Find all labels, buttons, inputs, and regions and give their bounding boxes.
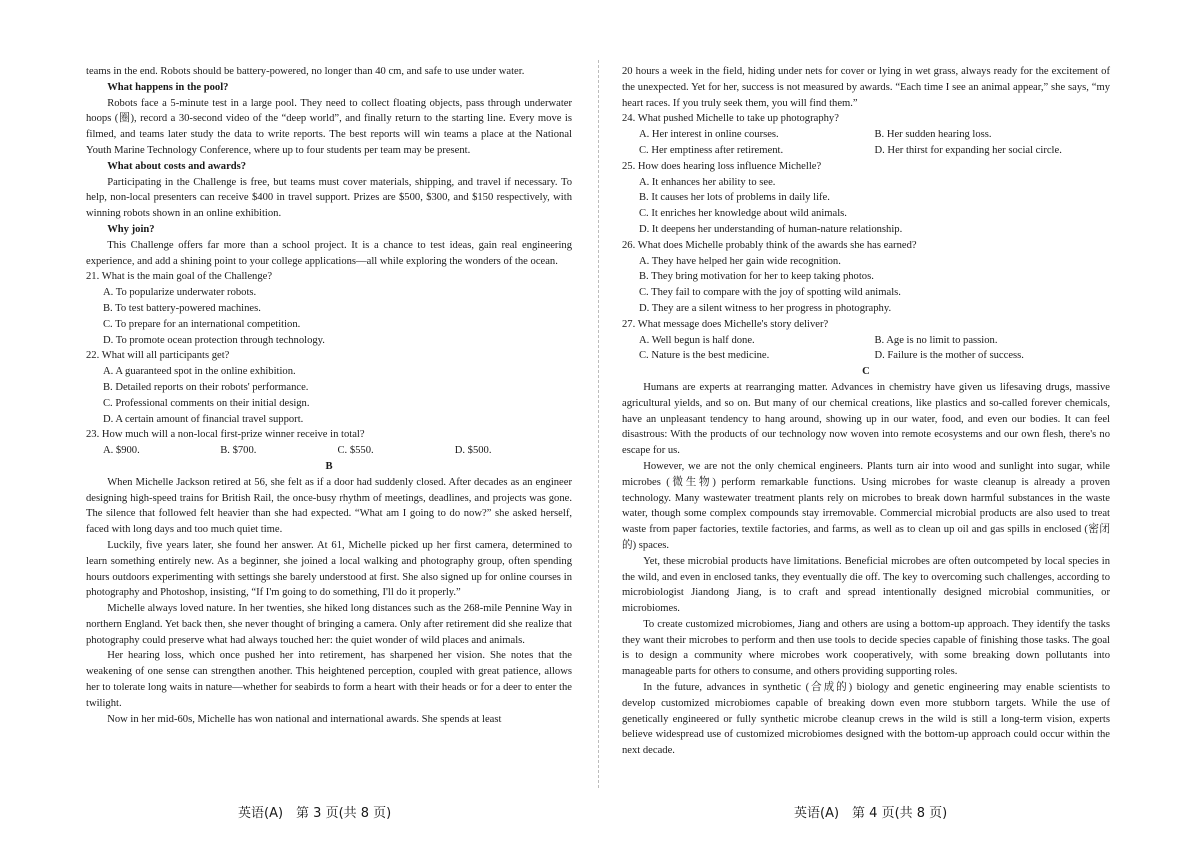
section-heading: What happens in the pool? — [107, 81, 229, 93]
option: C. To prepare for an international competition. — [102, 318, 301, 330]
option: C. $550. — [337, 445, 374, 457]
options-row — [622, 333, 1110, 349]
option: D. To promote ocean protection through technology. — [102, 334, 325, 346]
paragraph: Michelle always loved nature. In her twenties, she hiked long distances such as the 268-mile Pennine Way in northern England. Yet back then, she never thought of bringing a camera. Only after retirement did she realize that photography could preserve what had always touched her: the quiet wonder of wild places and animals. — [86, 603, 572, 646]
paragraph: Participating in the Challenge is free, but teams must cover materials, shipping, and travel if necessary. To help, non-local presenters can receive $400 in travel support. Prizes are $500, $300, and $150 respectively, with winning robots shown in an online exhibition. — [86, 176, 572, 220]
paragraph: Now in her mid-60s, Michelle has won national and international awards. She spends at least — [107, 713, 502, 725]
option: C. Nature is the best medicine. — [638, 350, 770, 362]
option: D. A certain amount of financial travel support. — [102, 413, 304, 425]
option: B. Age is no limit to passion. — [874, 334, 998, 346]
option: D. They are a silent witness to her progress in photography. — [638, 302, 892, 314]
option: C. They fail to compare with the joy of spotting wild animals. — [638, 287, 901, 299]
paragraph: Robots face a 5-minute test in a large pool. They need to collect floating objects, pass through underwater hoops (圈), record a 30-second video of the “deep world”, and finally return to the starting line. Every move is filmed, and teams later study the data to write reports. The best reports will win teams a place at the National Youth Marine Technology Conference, where up to four students per team may be present. — [86, 97, 572, 156]
section-c-label: C — [862, 366, 870, 378]
paragraph: This Challenge offers far more than a school project. It is a chance to test ideas, gain real engineering experience, and add a shining point to your college applications—all while exploring the wonders of the ocean. — [86, 239, 572, 267]
page-3-column — [86, 64, 572, 727]
option: A. A guaranteed spot in the online exhibition. — [102, 366, 296, 378]
options-row — [622, 348, 1110, 364]
question-23: 23. How much will a non-local first-prize winner receive in total? — [86, 429, 365, 441]
option: D. It deepens her understanding of human-nature relationship. — [638, 223, 903, 235]
page-divider — [598, 60, 599, 788]
paragraph: 20 hours a week in the field, hiding under nets for cover or lying in wet grass, always ready for the excitement of the unexpected. Yet for her, success is not measured by awards. “Each time I see an animal appear,” she says, “my heart races. If you truly seek them, you will find them.” — [622, 66, 1110, 109]
question-22: 22. What will all participants get? — [86, 350, 230, 362]
option: A. Well begun is half done. — [638, 334, 755, 346]
question-24: 24. What pushed Michelle to take up photography? — [622, 113, 839, 125]
option: A. To popularize underwater robots. — [102, 287, 257, 299]
paragraph: In the future, advances in synthetic (合成的) biology and genetic engineering may enable scientists to develop customized microbiomes capable of breaking down even more stubborn targets. While the use of genetically engineered or fully synthetic microbe cleanup crews in the wild is still a long-term vision, experts believe widespread use of customized microbiomes designed with the bottom-up approach could occur within the next decade. — [622, 682, 1110, 757]
option: C. Her emptiness after retirement. — [638, 144, 784, 156]
section-b-label: B — [325, 460, 333, 472]
options-row — [622, 143, 1110, 159]
option: B. They bring motivation for her to keep taking photos. — [638, 271, 874, 283]
question-27: 27. What message does Michelle's story deliver? — [622, 318, 829, 330]
paragraph: Humans are experts at rearranging matter. Advances in chemistry have given us lifesaving drugs, massive agricultural yields, and so on. But many of our chemical creations, like plastics and so-called forever chemicals, have an unpleasant tendency to hang around, showing up in our water, food, and even our bodies. It can feel disastrous: With the products of our technology now woven into remote ecosystems and our own flesh, there's no escape for us. — [622, 381, 1110, 457]
option: B. Detailed reports on their robots' performance. — [102, 381, 309, 393]
paragraph: When Michelle Jackson retired at 56, she felt as if a door had suddenly closed. After decades as an engineer designing high-speed trains for British Rail, the once-busy rhythm of meetings, deadlines, and projects was gone. The silence that followed felt heavier than she had expected. “What am I going to do now?” she asked herself, faced with long days and too much quiet time. — [86, 476, 572, 536]
options-row — [622, 127, 1110, 143]
paragraph: teams in the end. Robots should be battery-powered, no longer than 40 cm, and safe to use under water. — [86, 66, 525, 77]
option: D. $500. — [454, 445, 492, 457]
option: B. To test battery-powered machines. — [102, 302, 261, 314]
option: C. It enriches her knowledge about wild animals. — [638, 208, 847, 220]
option: A. Her interest in online courses. — [638, 129, 779, 141]
paragraph: To create customized microbiomes, Jiang and others are using a bottom-up approach. They identify the tasks they want their microbes to perform and then use tools to decide species capable of finishing those tasks. The goal is to design a community where microbes work cooperatively, with some breaking down pollutants into manageable parts for others to consume, and others providing supporting roles. — [622, 618, 1110, 678]
page-footer-4: 英语(A) 第 4 页(共 8 页) — [794, 806, 948, 821]
option: B. $700. — [220, 445, 257, 457]
section-heading: What about costs and awards? — [107, 160, 247, 172]
question-25: 25. How does hearing loss influence Michelle? — [622, 160, 822, 172]
section-heading: Why join? — [107, 223, 155, 235]
option: A. $900. — [102, 445, 140, 457]
paragraph: Yet, these microbial products have limitations. Beneficial microbes are often outcompeted by local species in the wild, and even in enclosed tanks, they eventually die off. The key to overcoming such challenges, according to microbiologist Jiandong Jiang, is to craft and spread intentionally designed microbial communities, or microbiomes. — [622, 555, 1110, 615]
paragraph: Luckily, five years later, she found her answer. At 61, Michelle picked up her first camera, determined to learn something entirely new. As a beginner, she joined a local walking and photography group, often spending hours outdoors experimenting with settings she barely understood at first. She also signed up for online courses in photography and Photoshop, insisting, “If I'm going to do something, I'll do it properly.” — [86, 539, 572, 599]
option: C. Professional comments on their initial design. — [102, 397, 310, 409]
option: D. Failure is the mother of success. — [874, 350, 1024, 362]
option: D. Her thirst for expanding her social circle. — [874, 144, 1062, 156]
question-21: 21. What is the main goal of the Challenge? — [86, 271, 273, 283]
option: B. Her sudden hearing loss. — [874, 129, 992, 141]
question-26: 26. What does Michelle probably think of the awards she has earned? — [622, 239, 917, 251]
paragraph: However, we are not the only chemical engineers. Plants turn air into wood and sunlight into sugar, while microbes (微生物) perform remarkable functions. Using microbes for waste cleanup is already a proven technology. Many wastewater treatment plants rely on microbes to break down harmful substances in the waste water, though some complex compounds stay irremovable. Commercial microbial products are also used to treat waste from paper factories, textile factories, and farms, as well as to clean up oil and gas spills in enclosed (密闭的) spaces. — [622, 460, 1110, 551]
page-footer-3: 英语(A) 第 3 页(共 8 页) — [238, 806, 392, 821]
paragraph: Her hearing loss, which once pushed her into retirement, has sharpened her vision. She notes that the weakening of one sense can strengthen another. This heightened perception, coupled with great patience, allows her to tolerate long waits in nature—whether for seabirds to form a heart with their heads or for a deer to enter the twilight. — [86, 650, 572, 709]
option: A. It enhances her ability to see. — [638, 176, 776, 188]
options-row — [86, 443, 572, 459]
option: B. It causes her lots of problems in daily life. — [638, 192, 830, 204]
page-4-column — [622, 64, 1110, 759]
option: A. They have helped her gain wide recognition. — [638, 255, 841, 267]
